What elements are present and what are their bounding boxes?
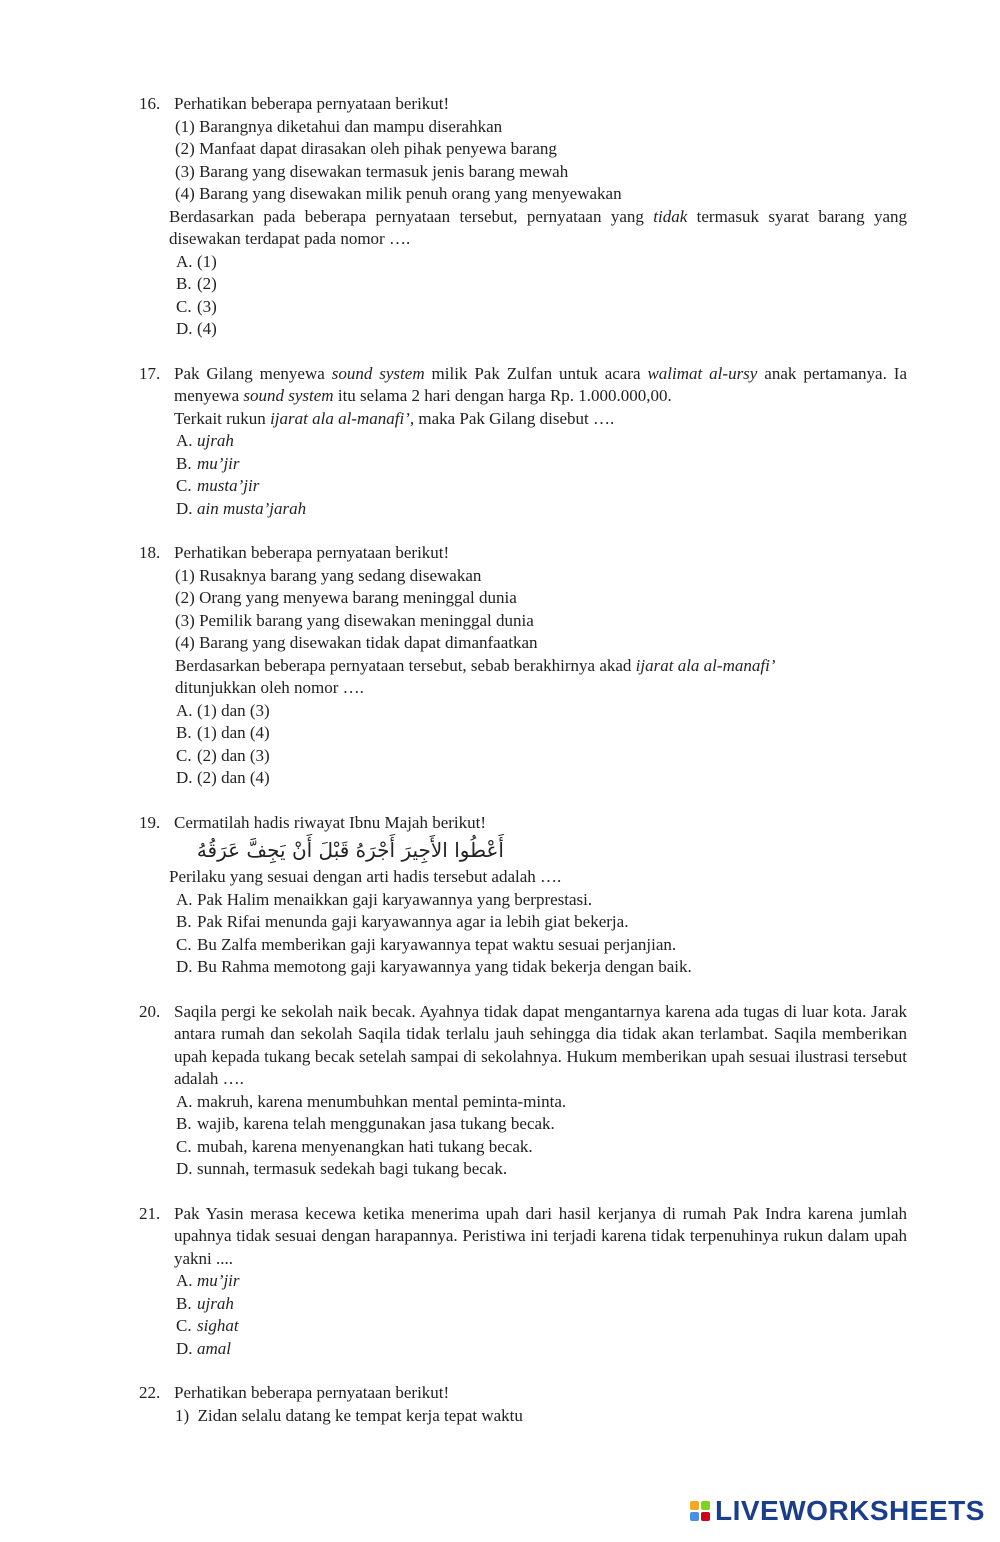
statement-item: (1) Barangnya diketahui dan mampu diserahkan — [175, 116, 503, 136]
statement-item: (2) Orang yang menyewa barang meninggal dunia — [175, 588, 517, 607]
answer-option[interactable]: A. ujrah — [176, 431, 234, 450]
answer-option[interactable]: A. (1) dan (3) — [176, 700, 270, 720]
question-text: ditunjukkan oleh nomor …. — [175, 678, 364, 697]
answer-option[interactable]: B. ujrah — [176, 1293, 234, 1313]
question-intro: Perhatikan beberapa pernyataan berikut! — [174, 1383, 450, 1402]
question-number: 18. — [139, 543, 161, 562]
question-intro: Perhatikan beberapa pernyataan berikut! — [174, 94, 450, 113]
statement-item: (2) Manfaat dapat dirasakan oleh pihak penyewa barang — [175, 139, 557, 158]
statement-item: (4) Barang yang disewakan milik penuh orang yang menyewakan — [175, 184, 622, 203]
question-22 — [0, 1382, 1000, 1427]
answer-option[interactable]: A. makruh, karena menumbuhkan mental peminta-minta. — [176, 1091, 567, 1111]
answer-option[interactable]: B. wajib, karena telah menggunakan jasa tukang becak. — [176, 1114, 555, 1133]
answer-option[interactable]: D. sunnah, termasuk sedekah bagi tukang becak. — [176, 1159, 508, 1178]
logo-tile — [690, 1501, 699, 1510]
question-16 — [0, 93, 1000, 341]
question-number: 16. — [139, 94, 161, 113]
question-17 — [0, 363, 1000, 521]
answer-option[interactable]: D. Bu Rahma memotong gaji karyawannya yang tidak bekerja dengan baik. — [176, 957, 692, 976]
question-number: 21. — [139, 1203, 161, 1223]
liveworksheets-logo — [690, 1495, 985, 1526]
question-text: Terkait rukun ijarat ala al-manafi’, maka Pak Gilang disebut …. — [174, 408, 615, 428]
question-intro: Perhatikan beberapa pernyataan berikut! — [174, 543, 450, 562]
question-text: Perilaku yang sesuai dengan arti hadis tersebut adalah …. — [169, 867, 562, 886]
answer-option[interactable]: D. ain musta’jarah — [176, 498, 307, 518]
answer-option[interactable]: C. (3) — [176, 296, 217, 316]
question-text: Saqila pergi ke sekolah naik becak. Ayahnya tidak dapat mengantarnya karena ada tugas di luar kota. Jarak antara rumah dan sekolah Saqila tidak terlalu jauh sehingga dia tidak akan terlambat. Saqila memberikan upah kepada tukang becak setelah sampai di sekolahnya. Hukum memberikan upah sesuai ilustrasi tersebut adalah …. — [174, 1001, 907, 1088]
question-text: Pak Gilang menyewa sound system milik Pak Zulfan untuk acara walimat al-ursy anak pertamanya. Ia menyewa sound system itu selama 2 hari dengan harga Rp. 1.000.000,00. — [174, 363, 907, 405]
liveworksheets-mark-icon — [690, 1501, 710, 1521]
question-text: Berdasarkan beberapa pernyataan tersebut, sebab berakhirnya akad ijarat ala al-manafi’ — [175, 655, 776, 675]
question-number: 19. — [139, 812, 161, 832]
answer-option[interactable]: C. (2) dan (3) — [176, 745, 270, 765]
answer-option[interactable]: B. Pak Rifai menunda gaji karyawannya agar ia lebih giat bekerja. — [176, 912, 629, 931]
answer-option[interactable]: A. Pak Halim menaikkan gaji karyawannya yang berprestasi. — [176, 889, 593, 909]
answer-option[interactable]: D. (2) dan (4) — [176, 768, 270, 787]
statement-item: (4) Barang yang disewakan tidak dapat dimanfaatkan — [175, 633, 538, 652]
question-20 — [0, 1001, 1000, 1181]
question-text: Berdasarkan pada beberapa pernyataan tersebut, pernyataan yang tidak termasuk syarat barang yang disewakan terdapat pada nomor …. — [169, 206, 907, 248]
logo-tile — [701, 1512, 710, 1521]
question-21 — [0, 1203, 1000, 1361]
question-19 — [0, 812, 1000, 979]
answer-option[interactable]: D. amal — [176, 1338, 231, 1358]
answer-option[interactable]: C. Bu Zalfa memberikan gaji karyawannya tepat waktu sesuai perjanjian. — [176, 934, 677, 954]
question-intro: Cermatilah hadis riwayat Ibnu Majah berikut! — [174, 812, 487, 832]
question-number: 20. — [139, 1001, 161, 1021]
logo-tile — [701, 1501, 710, 1510]
answer-option[interactable]: C. sighat — [176, 1316, 239, 1335]
question-number: 22. — [139, 1383, 161, 1402]
question-18 — [0, 542, 1000, 790]
answer-option[interactable]: A. mu’jir — [176, 1271, 240, 1290]
answer-option[interactable]: C. mubah, karena menyenangkan hati tukang becak. — [176, 1136, 533, 1156]
answer-option[interactable]: B. mu’jir — [176, 453, 240, 473]
answer-option[interactable]: B. (2) — [176, 274, 217, 293]
answer-option[interactable]: A. (1) — [176, 251, 217, 271]
statement-item: 1) Zidan selalu datang ke tempat kerja tepat waktu — [175, 1405, 523, 1425]
worksheet-page — [0, 93, 1000, 1449]
logo-tile — [690, 1512, 699, 1521]
hadith-arabic-text: أَعْطُوا الأَجِيرَ أَجْرَهُ قَبْلَ أَنْ يَجِفَّ عَرَقُهُ — [196, 838, 504, 862]
answer-option[interactable]: D. (4) — [176, 319, 217, 338]
answer-option[interactable]: B. (1) dan (4) — [176, 723, 270, 742]
logo-text: LIVEWORKSHEETS — [715, 1495, 985, 1526]
statement-item: (3) Pemilik barang yang disewakan meninggal dunia — [175, 610, 534, 630]
statement-item: (3) Barang yang disewakan termasuk jenis barang mewah — [175, 161, 569, 181]
answer-option[interactable]: C. musta’jir — [176, 476, 260, 495]
statement-item: (1) Rusaknya barang yang sedang disewakan — [175, 565, 482, 585]
question-text: Pak Yasin merasa kecewa ketika menerima upah dari hasil kerjanya di rumah Pak Indra karena jumlah upahnya tidak sesuai dengan harapannya. Peristiwa ini terjadi karena tidak terpenuhinya rukun dalam upah yakni .... — [174, 1203, 907, 1268]
question-number: 17. — [139, 363, 161, 383]
